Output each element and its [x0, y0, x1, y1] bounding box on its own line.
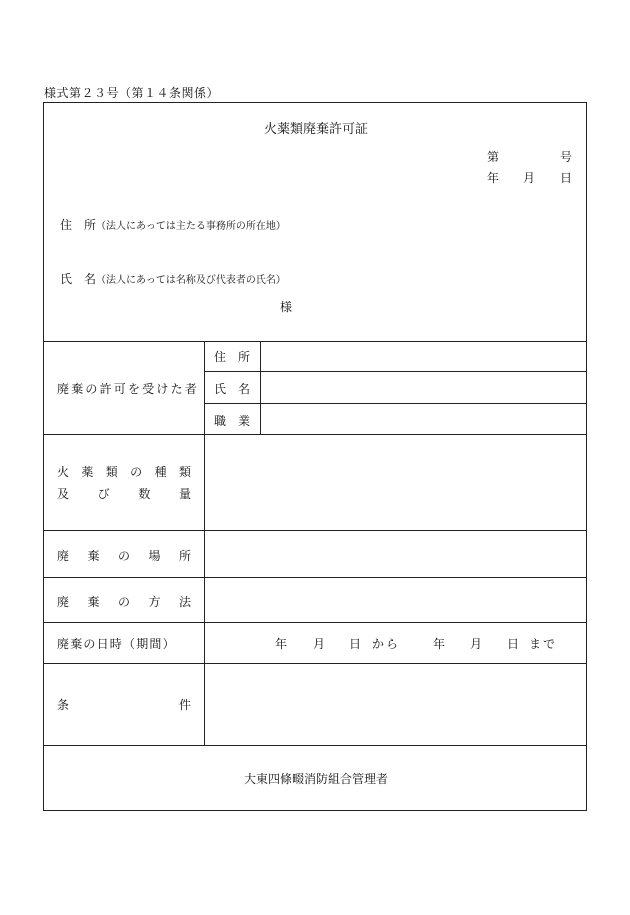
place-label: 廃 棄 の 場 所 — [57, 549, 191, 563]
method-label: 廃 棄 の 方 法 — [57, 595, 191, 609]
datetime-from-day: 日 — [349, 637, 362, 651]
permittee-label: 廃棄の許可を受けた者 — [57, 382, 200, 396]
divider-after-place — [44, 577, 586, 578]
honorific: 様 — [280, 300, 293, 314]
address-label: 住 所 — [60, 218, 97, 232]
name-note: （法人にあっては名称及び代表者の氏名） — [96, 275, 286, 286]
address-note: （法人にあっては主たる事務所の所在地） — [96, 221, 286, 232]
divider-after-datetime — [44, 663, 586, 664]
divider-permittee-2 — [205, 403, 586, 404]
divider-after-permittee — [44, 434, 586, 435]
issue-date-day: 日 — [560, 171, 573, 185]
conditions-label: 条 件 — [57, 698, 191, 712]
datetime-to-word: まで — [529, 637, 558, 651]
addressee-name — [60, 270, 286, 287]
issue-date-year: 年 — [487, 171, 500, 185]
permit-number-prefix: 第 — [487, 150, 500, 164]
issue-date-month: 月 — [523, 171, 536, 185]
datetime-to-day: 日 — [507, 637, 520, 651]
addressee-address — [60, 216, 286, 233]
divider-after-method — [44, 622, 586, 623]
datetime-from-year: 年 — [275, 637, 288, 651]
form-title: 火薬類廃棄許可証 — [263, 122, 368, 137]
label-column-divider — [204, 341, 205, 745]
datetime-label: 廃棄の日時（期間） — [57, 637, 176, 651]
datetime-to-year: 年 — [433, 637, 446, 651]
permittee-field-divider — [260, 341, 261, 434]
divider-after-type-qty — [44, 530, 586, 531]
datetime-from-word: から — [372, 637, 401, 651]
form-number: 様式第２３号（第１４条関係） — [44, 86, 220, 100]
issuer: 大東四條畷消防組合管理者 — [243, 772, 388, 786]
datetime-to-month: 月 — [470, 637, 483, 651]
divider-permittee-1 — [205, 371, 586, 372]
datetime-from-month: 月 — [313, 637, 326, 651]
permittee-address-label: 住 所 — [214, 350, 251, 364]
name-label: 氏 名 — [60, 272, 97, 286]
permit-form — [43, 102, 587, 811]
permittee-occupation-label: 職 業 — [214, 414, 251, 428]
divider-after-conditions — [44, 745, 586, 746]
permittee-name-label: 氏 名 — [214, 382, 251, 396]
type-qty-label-line1: 火 薬 類 の 種 類 — [57, 465, 191, 479]
permit-number-suffix: 号 — [560, 150, 573, 164]
type-qty-label-line2: 及 び 数 量 — [57, 487, 191, 501]
divider-after-addressee — [44, 341, 586, 342]
